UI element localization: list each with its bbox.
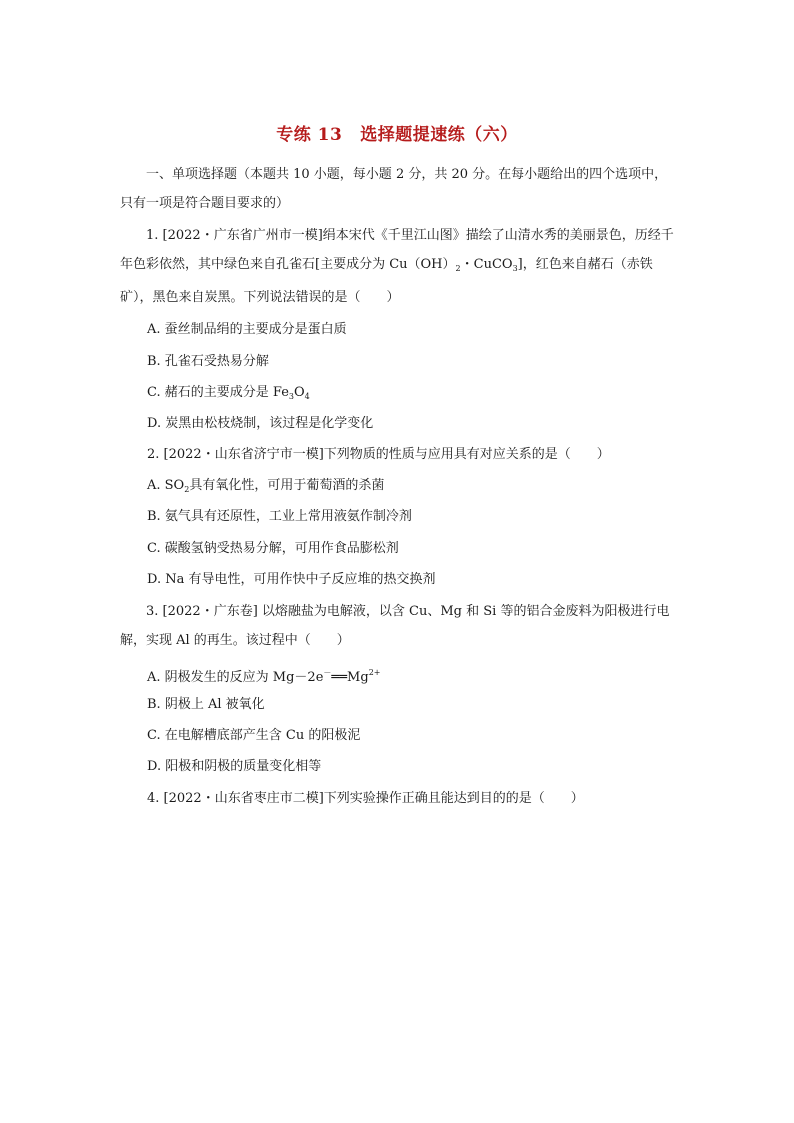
q1-option-b: B. 孔雀石受热易分解 [147, 354, 269, 369]
q2-option-a-sub: 2 [184, 485, 190, 494]
q2-option-c: C. 碳酸氢钠受热易分解，可用作食品膨松剂 [147, 541, 399, 556]
page-title [0, 120, 794, 145]
section-instructions: 一、单项选择题（本题共 10 小题，每小题 2 分，共 20 分。在每小题给出的四个选项中，只有一项是符合题目要求的） [120, 167, 668, 211]
q3-option-a-sup-1: － [323, 668, 332, 677]
question-1-stem [120, 221, 680, 312]
q1-stem-part-c: ]，红色来自赭石（赤铁矿），黑色来自炭黑。下列说法错误的是（ ） [120, 257, 653, 305]
q3-option-d: D. 阳极和阴极的质量变化相等 [147, 759, 322, 774]
question-3-stem: 3. [2022・广东卷] 以熔融盐为电解液，以含 Cu、Mg 和 Si 等的铝合金废料为阳极进行电解，实现 Al 的再生。该过程中（ ） [120, 604, 670, 648]
q3-option-a-pre: A. 阴极发生的反应为 Mg－2e [147, 670, 324, 685]
q2-option-a-post: 具有氧化性，可用于葡萄酒的杀菌 [189, 478, 385, 493]
q1-stem-part-b: ・CuCO [460, 257, 513, 272]
q3-option-a-sup-2: 2+ [368, 668, 381, 677]
q1-stem-sub-1: 2 [455, 264, 461, 273]
q1-option-c-text: C. 赭石的主要成分是 Fe [147, 385, 289, 400]
question-2-stem: 2. [2022・山东省济宁市一模]下列物质的性质与应用具有对应关系的是（ ） [147, 447, 610, 462]
q1-option-c-mid: O [293, 385, 305, 400]
q2-option-a [147, 476, 384, 500]
q1-stem-part-a: 1. [2022・广东省广州市一模]绢本宋代《千里江山图》描绘了山清水秀的美丽景色，历经千年色彩依然，其中绿色来自孔雀石[主要成分为 Cu（OH） [120, 228, 674, 272]
q3-option-b: B. 阴极上 Al 被氧化 [147, 697, 265, 712]
q2-option-d: D. Na 有导电性，可用作快中子反应堆的热交换剂 [147, 572, 436, 587]
q3-option-a-mid: ══Mg [331, 670, 369, 685]
q3-option-c: C. 在电解槽底部产生含 Cu 的阳极泥 [147, 728, 361, 743]
q1-option-d: D. 炭黑由松枝烧制，该过程是化学变化 [147, 416, 374, 431]
q1-option-a: A. 蚕丝制品绢的主要成分是蛋白质 [147, 322, 347, 337]
q2-option-b: B. 氨气具有还原性，工业上常用液氨作制冷剂 [147, 509, 412, 524]
q1-option-c-sub-2: 4 [304, 392, 310, 401]
q2-option-a-pre: A. SO [147, 478, 185, 493]
question-4-stem: 4. [2022・山东省枣庄市二模]下列实验操作正确且能达到目的的是（ ） [147, 791, 584, 806]
q1-option-c-sub-1: 3 [288, 392, 294, 401]
q1-option-c [147, 383, 310, 407]
q3-option-a [147, 663, 380, 688]
title-part-2: 选择题提速练（六） [360, 125, 518, 145]
q1-stem-sub-2: 3 [512, 264, 518, 273]
title-part-1: 专练 13 [276, 125, 343, 145]
